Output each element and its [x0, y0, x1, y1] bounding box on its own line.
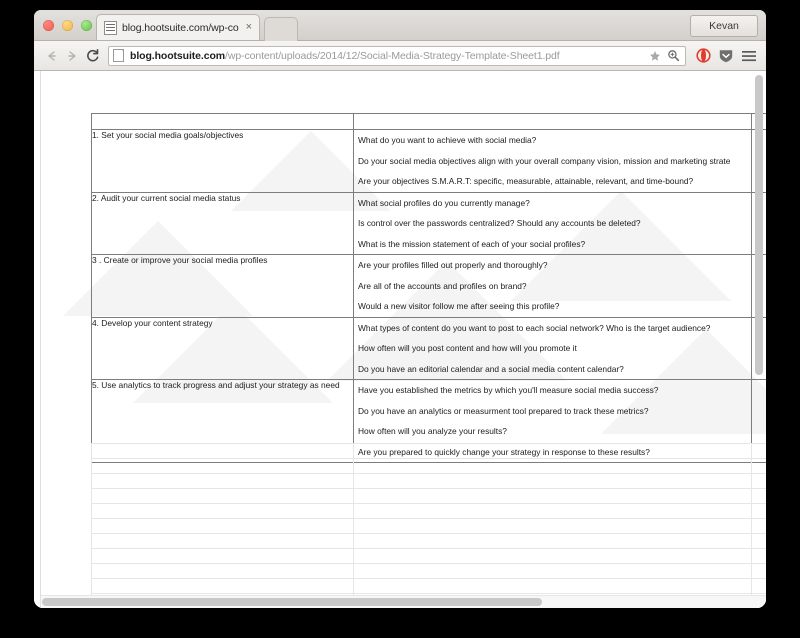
empty-row: [92, 504, 767, 519]
empty-cell: [752, 489, 767, 504]
pdf-viewport[interactable]: [34, 71, 766, 608]
empty-cell: [92, 534, 354, 549]
table-row: [92, 255, 767, 318]
question-line: Are you prepared to quickly change your strategy in response to these results?: [358, 446, 650, 457]
close-icon[interactable]: ×: [245, 21, 252, 33]
empty-cell: [354, 474, 752, 489]
empty-cell: [354, 549, 752, 564]
empty-cell: [92, 504, 354, 519]
table-body: [92, 130, 767, 463]
empty-cell: [354, 519, 752, 534]
empty-cell: [354, 489, 752, 504]
empty-row: [92, 474, 767, 489]
user-profile-button[interactable]: Kevan: [690, 15, 758, 37]
reload-icon: [85, 48, 100, 63]
browser-tab[interactable]: [96, 14, 260, 40]
toolbar-right-icons: [692, 47, 758, 65]
back-button[interactable]: [42, 46, 62, 66]
tab-strip: [34, 10, 766, 41]
question-line: Are all of the accounts and profiles on brand?: [358, 280, 527, 291]
url-path: /wp-content/uploads/2014/12/Social-Media-Strategy-Template-Sheet1.pdf: [225, 49, 560, 62]
empty-rows-grid: [91, 443, 766, 608]
empty-cell: [752, 444, 767, 459]
empty-cell: [92, 489, 354, 504]
question-line: Is control over the passwords centralized? Should any accounts be deleted?: [358, 218, 641, 228]
minimize-window-button[interactable]: [62, 20, 73, 31]
step-cell: 2. Audit your current social media status: [92, 192, 354, 255]
question-line: What is the mission statement of each of your social profiles?: [358, 238, 586, 249]
empty-row: [92, 549, 767, 564]
address-bar[interactable]: [108, 46, 686, 66]
question-line: How often will you post content and how will you promote it: [358, 343, 577, 353]
url-domain: blog.hootsuite.com: [130, 49, 226, 62]
empty-cell: [354, 504, 752, 519]
empty-row: [92, 564, 767, 579]
reload-button[interactable]: [82, 46, 102, 66]
step-cell: 5. Use analytics to track progress and adjust your strategy as need: [92, 380, 354, 463]
vertical-scrollbar[interactable]: [755, 75, 763, 375]
tab-title: blog.hootsuite.com/wp-co: [122, 21, 239, 34]
pdf-document-icon: [104, 21, 117, 35]
empty-rows-body: [92, 444, 767, 609]
empty-cell: [92, 474, 354, 489]
question-line: Do your social media objectives align with your overall company vision, mission and marketing strate: [358, 155, 731, 166]
question-line: What types of content do you want to post to each social network? Who is the target audience?: [358, 322, 711, 333]
column-header-step: STEP: [92, 114, 354, 130]
shield-icon[interactable]: [717, 47, 735, 65]
pdf-page: [40, 71, 766, 608]
question-line: Do you have an editorial calendar and a social media content calendar?: [358, 363, 624, 374]
empty-cell: [752, 459, 767, 474]
browser-window: [34, 10, 766, 608]
questions-cell: [354, 130, 752, 193]
question-line: Would a new visitor follow me after seeing this profile?: [358, 301, 560, 311]
forward-button[interactable]: [62, 46, 82, 66]
empty-row: [92, 579, 767, 594]
magnifier-icon[interactable]: [665, 48, 681, 64]
empty-cell: [752, 549, 767, 564]
empty-cell: [752, 564, 767, 579]
arrow-right-icon: [65, 49, 79, 63]
empty-cell: [92, 564, 354, 579]
hamburger-menu-icon[interactable]: [740, 47, 758, 65]
questions-cell: [354, 317, 752, 380]
browser-toolbar: [34, 41, 766, 71]
question-line: Have you established the metrics by which you'll measure social media success?: [358, 385, 659, 395]
empty-row: [92, 519, 767, 534]
question-line: What do you want to achieve with social media?: [358, 135, 537, 145]
questions-cell: [354, 255, 752, 318]
table-row: [92, 192, 767, 255]
table-row: [92, 130, 767, 193]
zoom-window-button[interactable]: [81, 20, 92, 31]
questions-cell: [354, 192, 752, 255]
window-traffic-lights: [43, 20, 92, 31]
question-line: What social profiles do you currently manage?: [358, 197, 530, 208]
empty-cell: [92, 459, 354, 474]
table-header: [92, 114, 767, 130]
horizontal-scrollbar-track[interactable]: [41, 595, 766, 608]
empty-cell: [354, 459, 752, 474]
empty-cell: [752, 474, 767, 489]
table-row: [92, 317, 767, 380]
empty-cell: [354, 564, 752, 579]
table-header-row: [92, 114, 767, 130]
url-text: [130, 50, 647, 62]
empty-cell: [354, 444, 752, 459]
page-document-icon: [113, 49, 124, 62]
empty-cell: [92, 444, 354, 459]
empty-cell: [752, 579, 767, 594]
star-icon[interactable]: [647, 48, 663, 64]
step-cell: 1. Set your social media goals/objectives: [92, 130, 354, 193]
empty-cell: [354, 534, 752, 549]
step-cell: 3 . Create or improve your social media profiles: [92, 255, 354, 318]
question-line: Are your objectives S.M.A.R.T: specific, measurable, attainable, relevant, and time-bound?: [358, 176, 694, 186]
empty-cell: [92, 519, 354, 534]
empty-cell: [752, 519, 767, 534]
arrow-left-icon: [45, 49, 59, 63]
column-header-questions: QUESTIONS TO ASK: [354, 114, 752, 130]
horizontal-scrollbar[interactable]: [42, 598, 542, 606]
question-line: Are your profiles filled out properly and thoroughly?: [358, 260, 548, 270]
question-line: Do you have an analytics or measurment tool prepared to track these metrics?: [358, 405, 649, 416]
empty-row: [92, 489, 767, 504]
empty-cell: [752, 504, 767, 519]
step-cell: 4. Develop your content strategy: [92, 317, 354, 380]
close-window-button[interactable]: [43, 20, 54, 31]
empty-cell: [752, 534, 767, 549]
empty-cell: [92, 549, 354, 564]
question-line: How often will you analyze your results?: [358, 426, 507, 436]
empty-cell: [354, 579, 752, 594]
empty-row: [92, 459, 767, 474]
opera-circle-icon[interactable]: [694, 47, 712, 65]
new-tab-button[interactable]: [264, 17, 298, 41]
empty-cell: [92, 579, 354, 594]
empty-row: [92, 534, 767, 549]
empty-row: [92, 444, 767, 459]
omnibox-actions: [647, 48, 681, 64]
strategy-table: [91, 113, 766, 463]
